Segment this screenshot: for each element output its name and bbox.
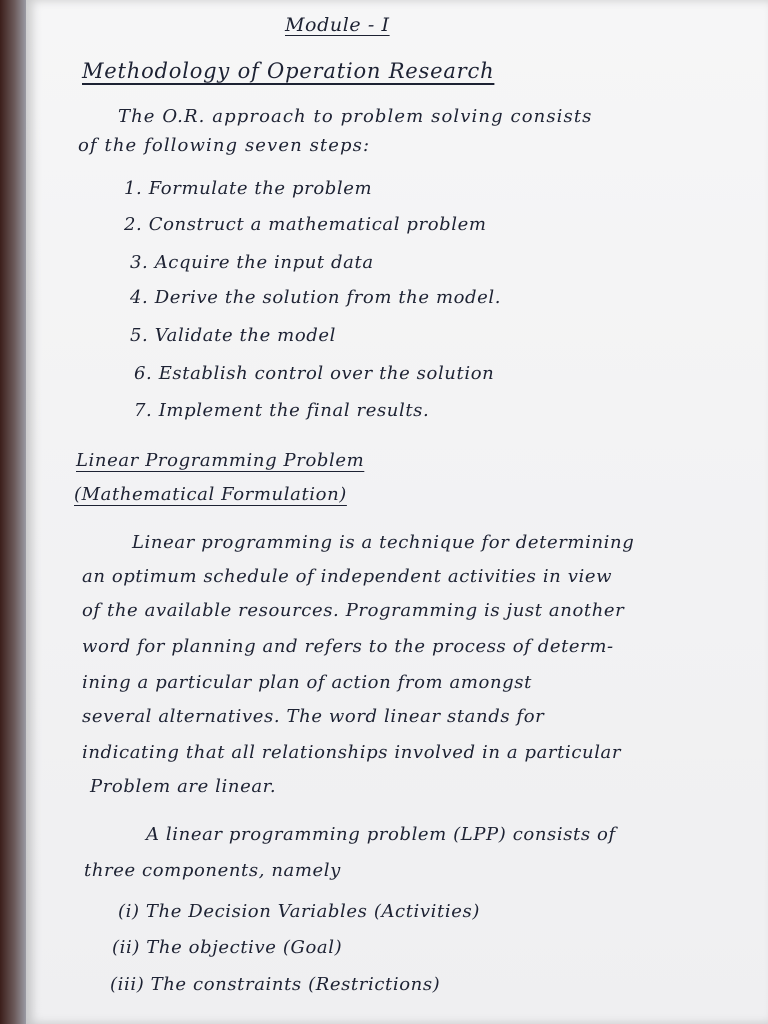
component-constraints: (iii) The constraints (Restrictions) bbox=[110, 974, 441, 995]
component-objective: (ii) The objective (Goal) bbox=[112, 937, 343, 958]
step-6: 6. Establish control over the solution bbox=[134, 363, 495, 384]
lp-para-line-5: ining a particular plan of action from amongst bbox=[82, 672, 532, 693]
lp-para-line-3: of the available resources. Programming is just another bbox=[82, 600, 625, 621]
components-para-line-1: A linear programming problem (LPP) consists of bbox=[146, 824, 616, 845]
lp-para-line-7: indicating that all relationships involved in a particular bbox=[82, 742, 622, 763]
heading-lpp: Linear Programming Problem bbox=[76, 450, 365, 471]
lp-para-line-2: an optimum schedule of independent activities in view bbox=[82, 566, 613, 587]
notebook-page bbox=[26, 0, 768, 1024]
lp-para-line-6: several alternatives. The word linear stands for bbox=[82, 706, 545, 727]
intro-line-2: of the following seven steps: bbox=[78, 135, 371, 156]
lp-para-line-4: word for planning and refers to the process of determ- bbox=[82, 636, 614, 657]
step-5: 5. Validate the model bbox=[130, 325, 336, 346]
heading-lpp-subtitle: (Mathematical Formulation) bbox=[74, 484, 347, 505]
intro-line-1: The O.R. approach to problem solving consists bbox=[118, 106, 593, 127]
module-title: Module - I bbox=[285, 14, 390, 36]
lp-para-line-1: Linear programming is a technique for determining bbox=[132, 532, 635, 553]
step-3: 3. Acquire the input data bbox=[130, 252, 374, 273]
components-para-line-2: three components, namely bbox=[84, 860, 341, 881]
step-4: 4. Derive the solution from the model. bbox=[130, 287, 502, 308]
heading-methodology: Methodology of Operation Research bbox=[82, 59, 495, 83]
step-1: 1. Formulate the problem bbox=[124, 178, 373, 199]
lp-para-line-8: Problem are linear. bbox=[90, 776, 277, 797]
step-2: 2. Construct a mathematical problem bbox=[124, 214, 487, 235]
notebook-binding-edge bbox=[0, 0, 26, 1024]
step-7: 7. Implement the final results. bbox=[134, 400, 430, 421]
component-decision-variables: (i) The Decision Variables (Activities) bbox=[118, 901, 480, 922]
